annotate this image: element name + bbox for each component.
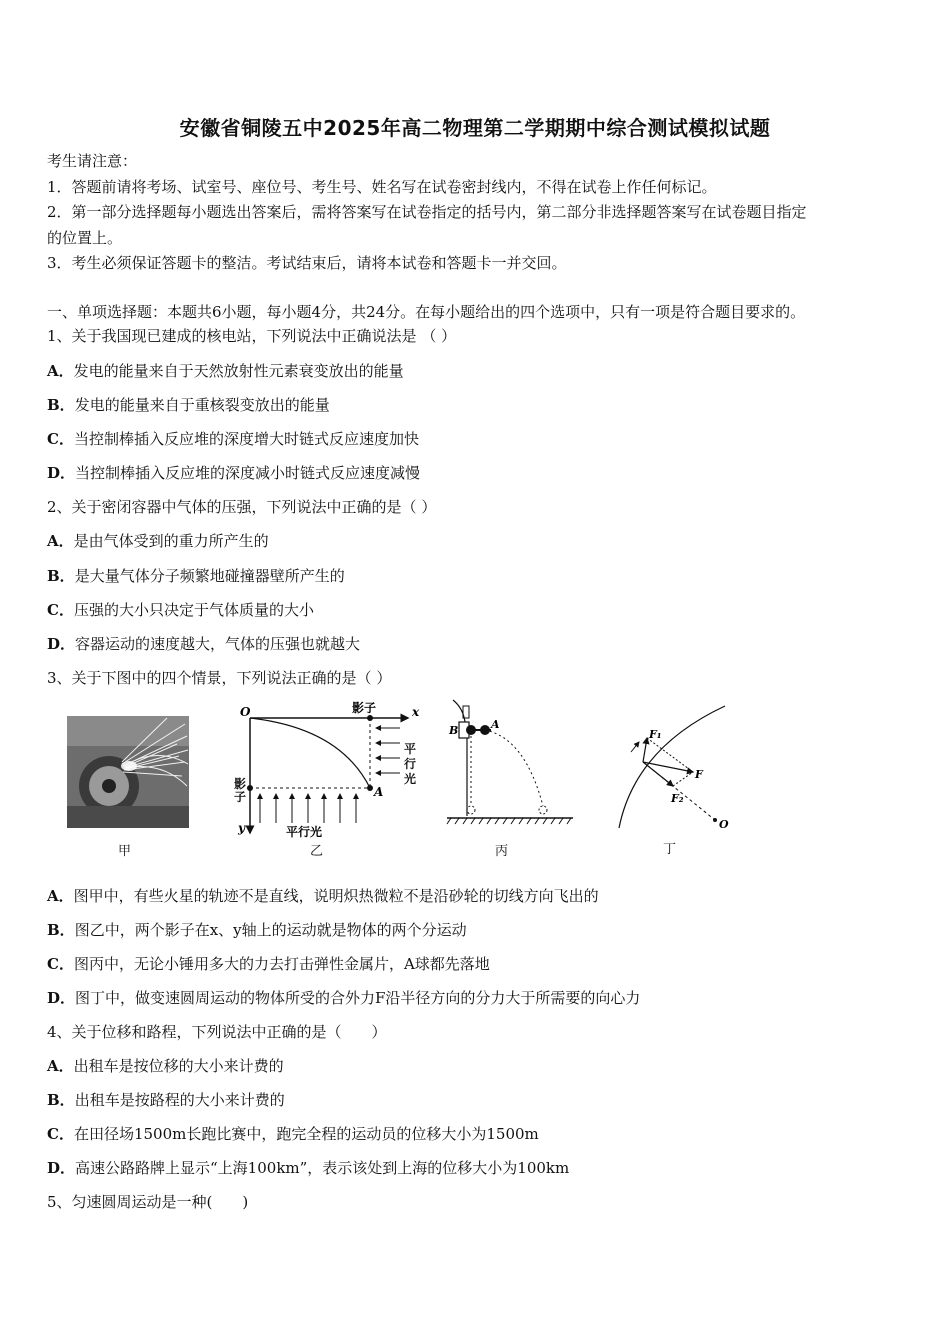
figure-caption: 乙 <box>310 844 324 859</box>
notice-item: 的位置上。 <box>47 229 123 247</box>
option-text: 容器运动的速度越大，气体的压强也就越大 <box>75 635 361 653</box>
option-text: 图甲中，有些火星的轨迹不是直线，说明炽热微粒不是沿砂轮的切线方向飞出的 <box>73 887 599 905</box>
label-f: F <box>695 768 703 781</box>
option-text: 是大量气体分子频繁地碰撞器壁所产生的 <box>74 567 345 585</box>
label-x-axis: x <box>412 705 420 719</box>
option-label: C． <box>47 430 74 448</box>
option-text: 当控制棒插入反应堆的深度减小时链式反应速度减慢 <box>75 464 421 482</box>
option-label: A． <box>47 362 74 380</box>
label-parallel-bottom: 平行光 <box>286 825 323 838</box>
notice-item: 2．第一部分选择题每小题选出答案后，需将答案写在试卷指定的括号内，第二部分非选择题答案写在试卷题目指定 <box>47 203 807 221</box>
option-item <box>47 429 419 449</box>
option-item <box>47 1056 284 1076</box>
option-label: C． <box>47 601 74 619</box>
option-label: A． <box>47 532 74 550</box>
label-point-a: A <box>374 785 384 799</box>
label-f2: F₂ <box>671 792 684 805</box>
question-stem: 1、关于我国现已建成的核电站，下列说法中正确说法是 （ ） <box>47 327 457 345</box>
label-parallel-right: 平行光 <box>404 742 417 786</box>
option-text: 是由气体受到的重力所产生的 <box>73 532 269 550</box>
option-item <box>47 600 314 620</box>
label-shadow-top: 影子 <box>352 701 377 715</box>
page-title: 安徽省铜陵五中2025年高二物理第二学期期中综合测试模拟试题 <box>179 116 771 140</box>
option-label: A． <box>47 887 74 905</box>
label-ball-a: A <box>491 718 500 731</box>
figure-caption: 丙 <box>495 844 509 859</box>
option-label: A． <box>47 1057 74 1075</box>
option-label: D． <box>47 635 76 653</box>
option-label: B． <box>47 567 75 585</box>
option-item <box>47 954 490 974</box>
question-stem: 4、关于位移和路程，下列说法中正确的是（ ） <box>47 1023 387 1041</box>
option-text: 出租车是按位移的大小来计费的 <box>73 1057 284 1075</box>
option-item <box>47 988 640 1008</box>
option-item <box>47 361 404 381</box>
option-item <box>47 634 360 654</box>
option-label: D． <box>47 1159 76 1177</box>
option-item <box>47 1090 285 1110</box>
figure-yi-diagram <box>230 698 430 838</box>
option-text: 图丙中，无论小锤用多大的力去打击弹性金属片，A球都先落地 <box>73 955 490 973</box>
option-text: 图乙中，两个影子在x、y轴上的运动就是物体的两个分运动 <box>74 921 467 939</box>
notice-item: 1．答题前请将考场、试室号、座位号、考生号、姓名写在试卷密封线内，不得在试卷上作任何标记。 <box>47 178 717 196</box>
figure-ding-diagram <box>615 698 745 833</box>
option-label: C． <box>47 955 74 973</box>
option-text: 在田径场1500m长跑比赛中，跑完全程的运动员的位移大小为1500m <box>73 1125 539 1143</box>
notice-item: 3．考生必须保证答题卡的整洁。考试结束后，请将本试卷和答题卡一并交回。 <box>47 254 567 272</box>
option-item <box>47 1124 539 1144</box>
option-label: B． <box>47 921 75 939</box>
option-item <box>47 920 467 940</box>
option-item <box>47 566 345 586</box>
label-ball-b: B <box>449 724 459 737</box>
option-item <box>47 886 599 906</box>
option-text: 图丁中，做变速圆周运动的物体所受的合外力F沿半径方向的分力大于所需要的向心力 <box>75 989 641 1007</box>
option-text: 高速公路路牌上显示“上海100km”，表示该处到上海的位移大小为100km <box>75 1159 570 1177</box>
notice-heading: 考生请注意： <box>47 152 138 170</box>
option-text: 压强的大小只决定于气体质量的大小 <box>73 601 314 619</box>
label-center-o: O <box>719 818 729 831</box>
label-f1: F₁ <box>649 728 662 741</box>
figure-caption: 甲 <box>118 844 132 859</box>
option-text: 发电的能量来自于天然放射性元素衰变放出的能量 <box>73 362 404 380</box>
option-label: C． <box>47 1125 74 1143</box>
figure-bing-diagram <box>445 698 575 833</box>
figure-jia-photo <box>67 716 189 828</box>
option-item <box>47 531 269 551</box>
option-label: D． <box>47 989 76 1007</box>
figure-row <box>60 698 760 863</box>
question-stem: 5、匀速圆周运动是一种( ) <box>47 1193 249 1211</box>
label-origin: O <box>240 705 251 719</box>
option-item <box>47 1158 569 1178</box>
section-heading: 一、单项选择题：本题共6小题，每小题4分，共24分。在每小题给出的四个选项中，只有一项是符合题目要求的。 <box>47 303 806 321</box>
option-item <box>47 395 330 415</box>
option-text: 发电的能量来自于重核裂变放出的能量 <box>74 396 330 414</box>
question-stem: 2、关于密闭容器中气体的压强，下列说法中正确的是（ ） <box>47 498 437 516</box>
option-label: D． <box>47 464 76 482</box>
option-text: 当控制棒插入反应堆的深度增大时链式反应速度加快 <box>73 430 419 448</box>
option-item <box>47 463 420 483</box>
figure-caption: 丁 <box>663 842 677 857</box>
question-stem: 3、关于下图中的四个情景，下列说法正确的是（ ） <box>47 669 392 687</box>
option-text: 出租车是按路程的大小来计费的 <box>74 1091 285 1109</box>
option-label: B． <box>47 396 75 414</box>
option-label: B． <box>47 1091 75 1109</box>
label-y-axis: y <box>238 821 245 835</box>
label-shadow-left: 影子 <box>234 777 247 804</box>
